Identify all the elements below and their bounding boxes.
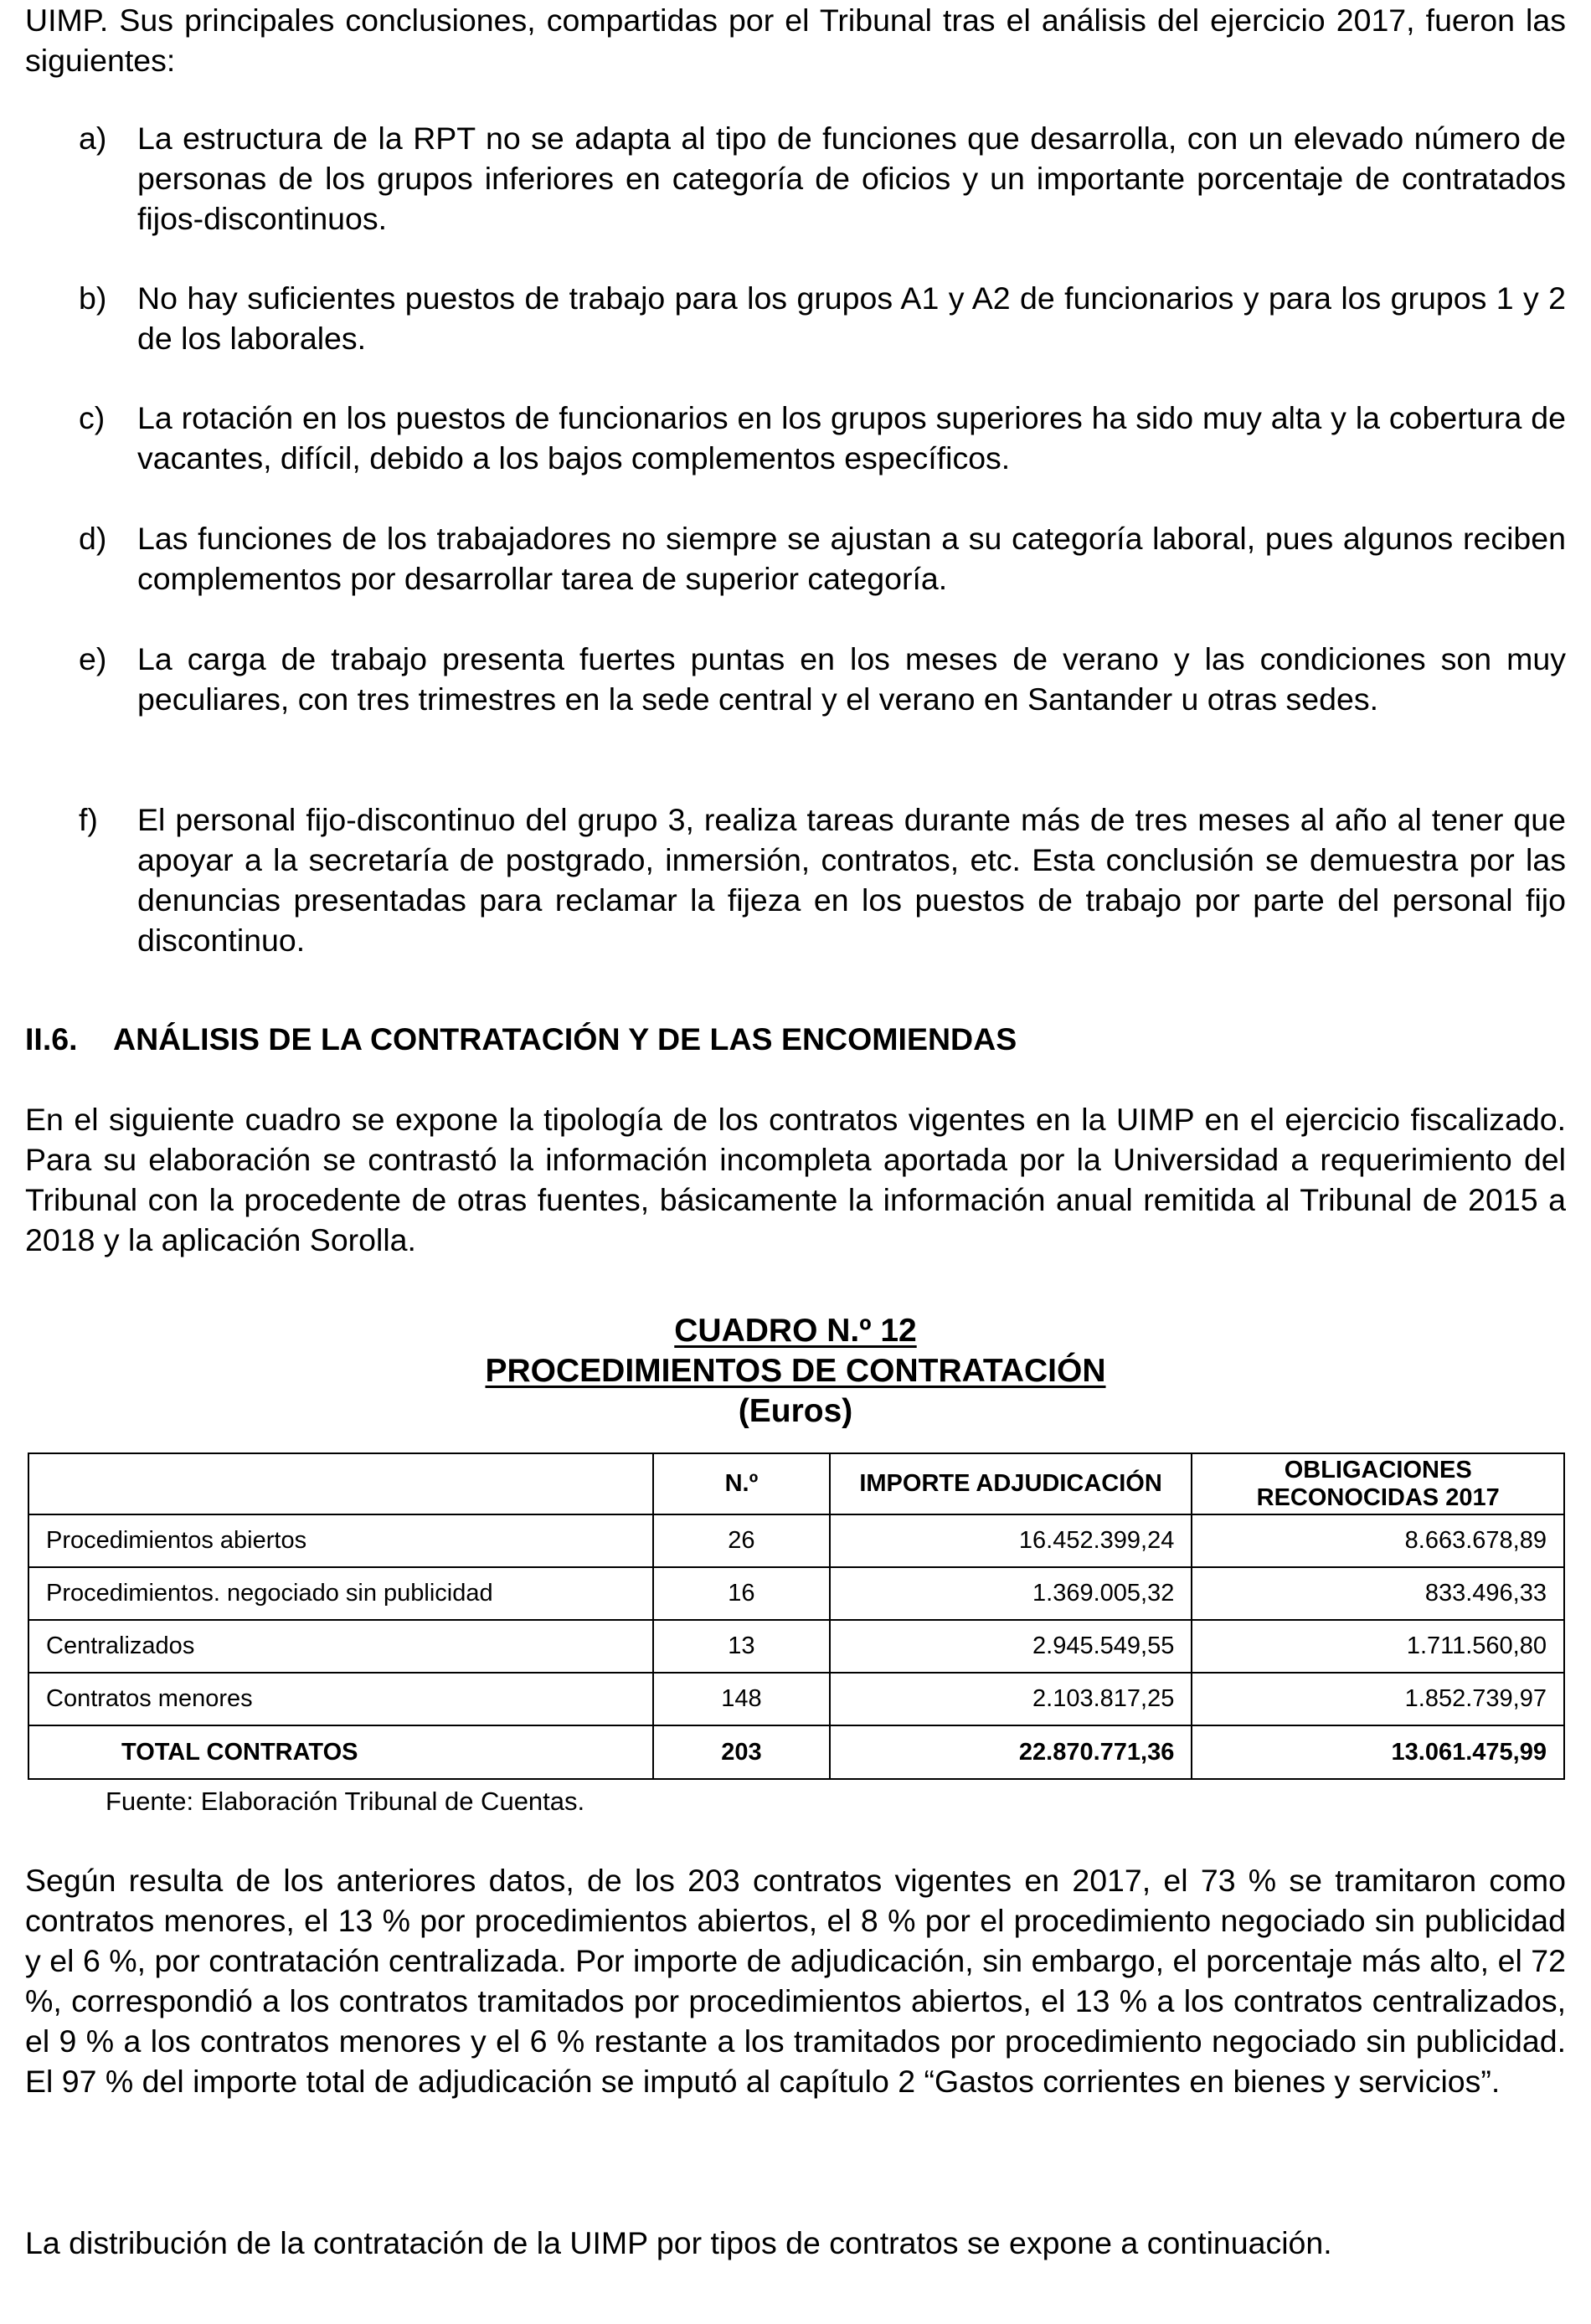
row-obligaciones: 8.663.678,89 xyxy=(1192,1514,1564,1567)
section-title: ANÁLISIS DE LA CONTRATACIÓN Y DE LAS ENCOMIENDAS xyxy=(113,1021,1017,1057)
conclusion-text: No hay suficientes puestos de trabajo para los grupos A1 y A2 de funcionarios y para los grupos 1 y 2 de los laborales. xyxy=(137,280,1566,356)
conclusion-letter: d) xyxy=(79,521,107,556)
intro-paragraph: UIMP. Sus principales conclusiones, compartidas por el Tribunal tras el análisis del ejercicio 2017, fueron las siguientes: xyxy=(25,3,1566,78)
row-importe: 16.452.399,24 xyxy=(830,1514,1192,1567)
row-count: 16 xyxy=(653,1567,830,1620)
table-total-row xyxy=(28,1725,1564,1779)
table-source-note: Fuente: Elaboración Tribunal de Cuentas. xyxy=(106,1787,585,1816)
row-count: 148 xyxy=(653,1673,830,1725)
contracts-table xyxy=(28,1452,1565,1780)
row-importe: 1.369.005,32 xyxy=(830,1567,1192,1620)
table-row xyxy=(28,1620,1564,1673)
header-cell-importe: IMPORTE ADJUDICACIÓN xyxy=(830,1453,1192,1514)
conclusion-text: Las funciones de los trabajadores no siempre se ajustan a su categoría laboral, pues algunos reciben complementos por desarrollar tarea de superior categoría. xyxy=(137,521,1566,596)
row-label: Procedimientos abiertos xyxy=(28,1514,653,1567)
total-obligaciones: 13.061.475,99 xyxy=(1192,1725,1564,1779)
row-count: 13 xyxy=(653,1620,830,1673)
section-paragraph: En el siguiente cuadro se expone la tipología de los contratos vigentes en la UIMP en el ejercicio fiscalizado. Para su elaboración se contrastó la información incompleta aportada por la Universidad a requerimiento del Tribunal con la procedente de otras fuentes, básicamente la información anual remitida al Tribunal de 2015 a 2018 y la aplicación Sorolla. xyxy=(25,1102,1566,1257)
conclusion-letter: a) xyxy=(79,121,107,156)
header-cell-concept xyxy=(28,1453,653,1514)
conclusion-text: La carga de trabajo presenta fuertes puntas en los meses de verano y las condiciones son muy peculiares, con tres trimestres en la sede central y el verano en Santander u otras sedes. xyxy=(137,641,1566,717)
row-label: Centralizados xyxy=(28,1620,653,1673)
total-count: 203 xyxy=(653,1725,830,1779)
header-cell-number: N.º xyxy=(653,1453,830,1514)
table-row xyxy=(28,1514,1564,1567)
row-importe: 2.945.549,55 xyxy=(830,1620,1192,1673)
table-row xyxy=(28,1673,1564,1725)
row-label: Procedimientos. negociado sin publicidad xyxy=(28,1567,653,1620)
closing-paragraph: La distribución de la contratación de la UIMP por tipos de contratos se expone a continuación. xyxy=(25,2225,1332,2260)
table-row xyxy=(28,1567,1564,1620)
conclusion-letter: f) xyxy=(79,802,98,837)
row-obligaciones: 1.852.739,97 xyxy=(1192,1673,1564,1725)
conclusion-text: La rotación en los puestos de funcionarios en los grupos superiores ha sido muy alta y la cobertura de vacantes, difícil, debido a los bajos complementos específicos. xyxy=(137,400,1566,476)
header-cell-obligaciones: OBLIGACIONES RECONOCIDAS 2017 xyxy=(1192,1453,1564,1514)
conclusion-text: El personal fijo-discontinuo del grupo 3, realiza tareas durante más de tres meses al año al tener que apoyar a la secretaría de postgrado, inmersión, contratos, etc. Esta conclusión se demuestra por las denuncias presentadas para reclamar la fijeza en los puestos de trabajo por parte del personal fijo discontinuo. xyxy=(137,802,1566,958)
analysis-paragraph: Según resulta de los anteriores datos, de los 203 contratos vigentes en 2017, el 73 % se tramitaron como contratos menores, el 13 % por procedimientos abiertos, el 8 % por el procedimiento negociado sin publicidad y el 6 %, por contratación centralizada. Por importe de adjudicación, sin embargo, el porcentaje más alto, el 72 %, correspondió a los contratos tramitados por procedimientos abiertos, el 13 % a los contratos centralizados, el 9 % a los contratos menores y el 6 % restante a los tramitados por procedimiento negociado sin publicidad. El 97 % del importe total de adjudicación se imputó al capítulo 2 “Gastos corrientes en bienes y servicios”. xyxy=(25,1863,1566,2099)
row-count: 26 xyxy=(653,1514,830,1567)
cuadro-title: PROCEDIMIENTOS DE CONTRATACIÓN xyxy=(485,1353,1106,1389)
conclusion-letter: c) xyxy=(79,400,106,435)
conclusion-letter: e) xyxy=(79,641,107,676)
total-label: TOTAL CONTRATOS xyxy=(28,1725,653,1779)
cuadro-number: CUADRO N.º 12 xyxy=(674,1313,917,1349)
row-obligaciones: 1.711.560,80 xyxy=(1192,1620,1564,1673)
table-header-row xyxy=(28,1453,1564,1514)
conclusion-text: La estructura de la RPT no se adapta al tipo de funciones que desarrolla, con un elevado número de personas de los grupos inferiores en categoría de oficios y un importante porcentaje de contratados fijos-discontinuos. xyxy=(137,121,1566,236)
cuadro-unit: (Euros) xyxy=(738,1393,853,1429)
conclusion-letter: b) xyxy=(79,280,107,316)
section-heading xyxy=(25,1019,1017,1059)
row-obligaciones: 833.496,33 xyxy=(1192,1567,1564,1620)
total-importe: 22.870.771,36 xyxy=(830,1725,1192,1779)
row-importe: 2.103.817,25 xyxy=(830,1673,1192,1725)
row-label: Contratos menores xyxy=(28,1673,653,1725)
section-number: II.6. xyxy=(25,1021,78,1057)
